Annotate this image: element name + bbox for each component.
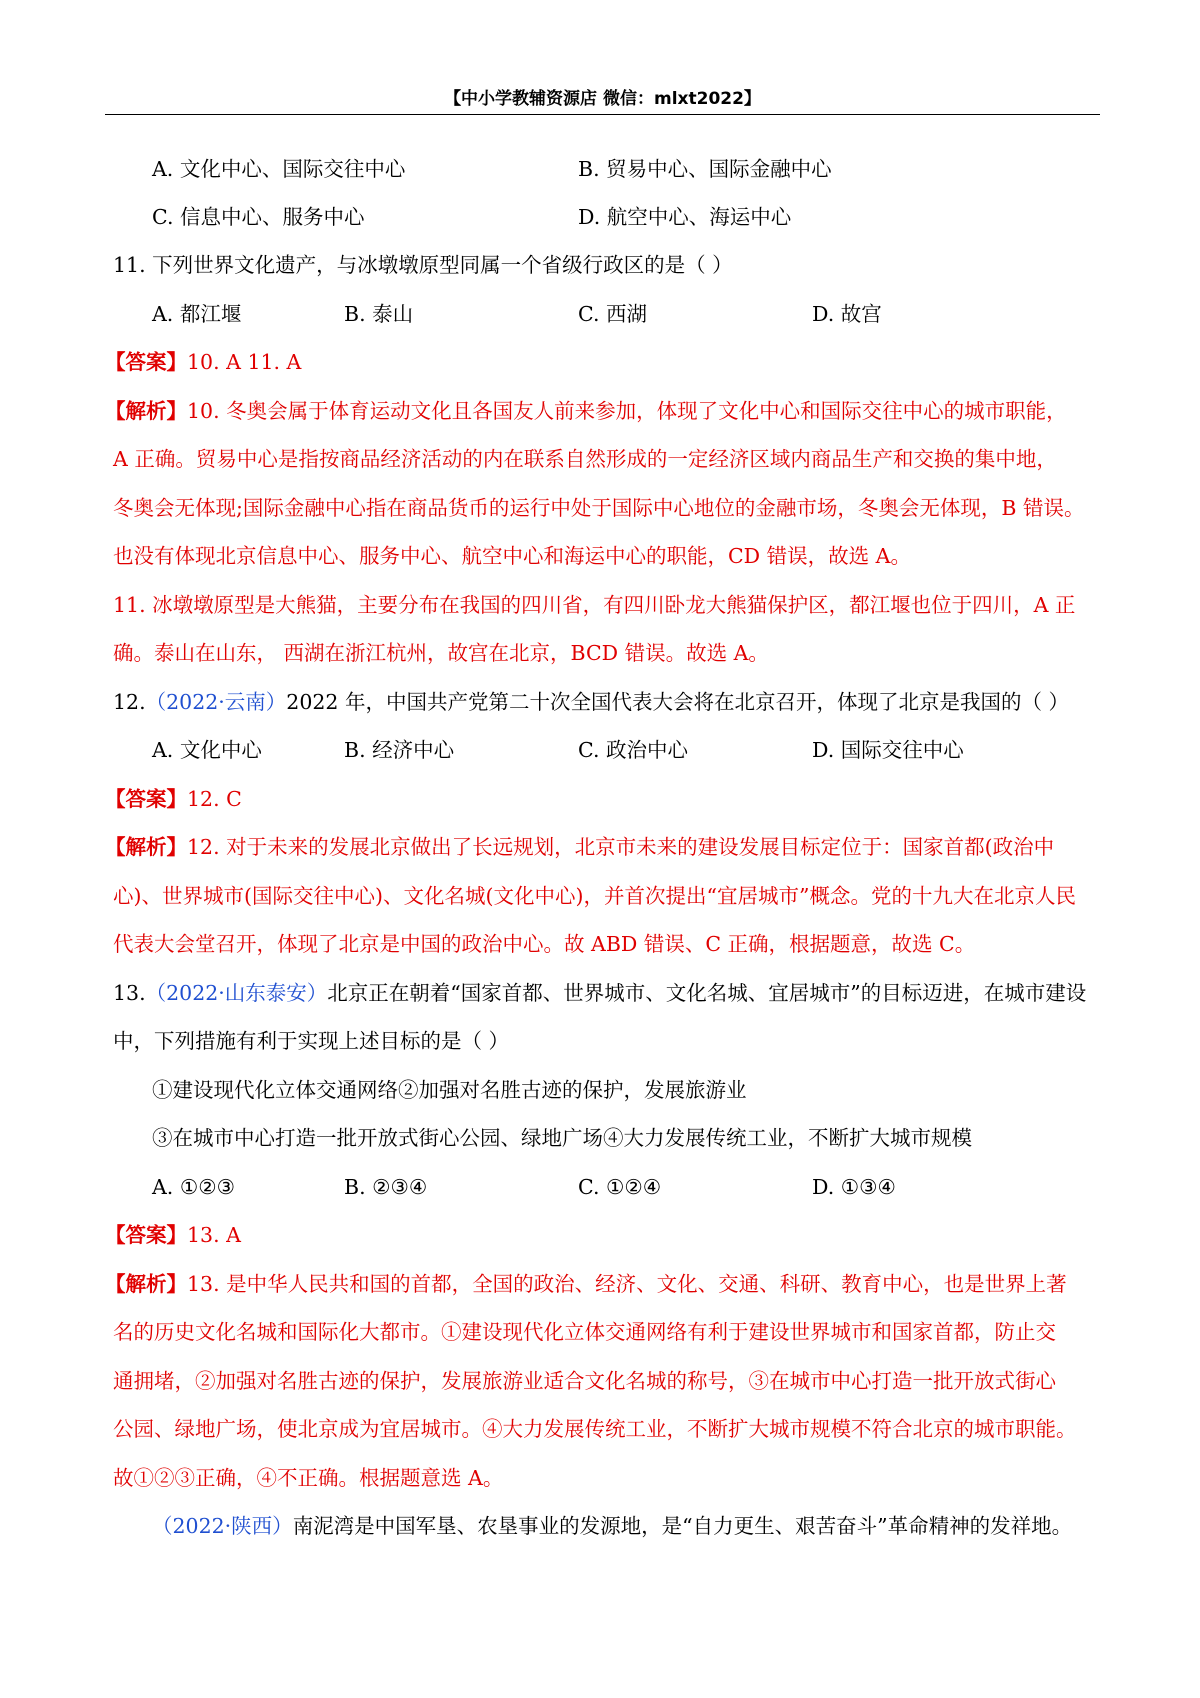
answer-13 xyxy=(105,1221,241,1249)
q12-source: （2022·云南） xyxy=(145,690,287,714)
q10-option-c: C. 信息中心、服务中心 xyxy=(152,205,365,229)
answer-12 xyxy=(105,785,242,813)
q14-text: 南泥湾是中国军垦、农垦事业的发源地，是“自力更生、艰苦奋斗”革命精神的发祥地。 xyxy=(292,1514,1073,1538)
header-divider xyxy=(105,114,1100,115)
q12-option-c: C. 政治中心 xyxy=(578,738,688,762)
answer-text: 12. C xyxy=(187,787,242,811)
q11-stem: 11. 下列世界文化遗产，与冰墩墩原型同属一个省级行政区的是（ ） xyxy=(113,253,733,277)
q13-option-b: B. ②③④ xyxy=(344,1175,428,1199)
answer-text: 13. A xyxy=(187,1223,241,1247)
q10-option-b: B. 贸易中心、国际金融中心 xyxy=(578,157,832,181)
q13-stem-line-2: 中，下列措施有利于实现上述目标的是（ ） xyxy=(113,1029,510,1053)
q12-stem xyxy=(113,688,1069,716)
q11-option-d: D. 故宫 xyxy=(812,302,882,326)
analysis-12-line-1 xyxy=(105,833,1054,861)
q13-source: （2022·山东泰安） xyxy=(145,981,328,1005)
q12-number: 12. xyxy=(113,690,146,714)
q12-option-a: A. 文化中心 xyxy=(152,738,262,762)
q11-option-a: A. 都江堰 xyxy=(152,302,242,326)
q10-option-d: D. 航空中心、海运中心 xyxy=(578,205,792,229)
analysis-10-line-2: A 正确。贸易中心是指按商品经济活动的内在联系自然形成的一定经济区域内商品生产和交换的集中地， xyxy=(113,447,1057,471)
analysis-label: 【解析】 xyxy=(105,835,187,859)
answer-label: 【答案】 xyxy=(105,787,187,811)
q13-option-a: A. ①②③ xyxy=(152,1175,235,1199)
q12-option-b: B. 经济中心 xyxy=(344,738,455,762)
q13-option-c: C. ①②④ xyxy=(578,1175,662,1199)
page-header: 【中小学教辅资源店 微信：mlxt2022】 xyxy=(444,89,761,109)
analysis-13-line-4: 公园、绿地广场，使北京成为宜居城市。④大力发展传统工业，不断扩大城市规模不符合北京的城市职能。 xyxy=(113,1417,1077,1441)
analysis-label: 【解析】 xyxy=(105,399,187,423)
analysis-10-line-3: 冬奥会无体现;国际金融中心指在商品货币的运行中处于国际中心地位的金融市场，冬奥会无体现，B 错误。 xyxy=(113,496,1085,520)
answer-10-11 xyxy=(105,348,301,376)
analysis-11-line-1: 11. 冰墩墩原型是大熊猫，主要分布在我国的四川省，有四川卧龙大熊猫保护区，都江堰也位于四川，A 正 xyxy=(113,593,1076,617)
q12-text: 2022 年，中国共产党第二十次全国代表大会将在北京召开，体现了北京是我国的（ ） xyxy=(286,690,1069,714)
analysis-text: 10. 冬奥会属于体育运动文化且各国友人前来参加，体现了文化中心和国际交往中心的城市职能， xyxy=(187,399,1067,423)
q13-item-2: ③在城市中心打造一批开放式街心公园、绿地广场④大力发展传统工业，不断扩大城市规模 xyxy=(152,1126,972,1150)
q13-item-1: ①建设现代化立体交通网络②加强对名胜古迹的保护，发展旅游业 xyxy=(152,1078,747,1102)
q13-stem-line-1 xyxy=(113,979,1086,1007)
q12-option-d: D. 国际交往中心 xyxy=(812,738,964,762)
analysis-12-line-3: 代表大会堂召开，体现了北京是中国的政治中心。故 ABD 错误、C 正确，根据题意，故选 C。 xyxy=(113,932,976,956)
analysis-text: 12. 对于未来的发展北京做出了长远规划，北京市未来的建设发展目标定位于：国家首都(政治中 xyxy=(187,835,1055,859)
analysis-label: 【解析】 xyxy=(105,1272,187,1296)
analysis-13-line-5: 故①②③正确，④不正确。根据题意选 A。 xyxy=(113,1466,504,1490)
q11-option-b: B. 泰山 xyxy=(344,302,414,326)
q11-option-c: C. 西湖 xyxy=(578,302,647,326)
q13-number: 13. xyxy=(113,981,146,1005)
analysis-11-line-2: 确。泰山在山东， 西湖在浙江杭州，故宫在北京，BCD 错误。故选 A。 xyxy=(113,641,769,665)
analysis-text: 13. 是中华人民共和国的首都，全国的政治、经济、文化、交通、科研、教育中心，也是世界上著 xyxy=(187,1272,1067,1296)
q13-text: 北京正在朝着“国家首都、世界城市、文化名城、宜居城市”的目标迈进，在城市建设 xyxy=(327,981,1087,1005)
q10-option-a: A. 文化中心、国际交往中心 xyxy=(152,157,406,181)
q14-intro xyxy=(152,1512,1072,1540)
answer-text: 10. A 11. A xyxy=(187,350,302,374)
analysis-13-line-1 xyxy=(105,1270,1067,1298)
analysis-13-line-3: 通拥堵，②加强对名胜古迹的保护，发展旅游业适合文化名城的称号，③在城市中心打造一批开放式街心 xyxy=(113,1369,1056,1393)
answer-label: 【答案】 xyxy=(105,350,187,374)
analysis-10-line-4: 也没有体现北京信息中心、服务中心、航空中心和海运中心的职能，CD 错误，故选 A。 xyxy=(113,544,911,568)
analysis-10-line-1 xyxy=(105,397,1067,425)
answer-label: 【答案】 xyxy=(105,1223,187,1247)
q14-source: （2022·陕西） xyxy=(152,1514,293,1538)
analysis-12-line-2: 心)、世界城市(国际交往中心)、文化名城(文化中心)，并首次提出“宜居城市”概念。党的十九大在北京人民 xyxy=(113,884,1076,908)
q13-option-d: D. ①③④ xyxy=(812,1175,896,1199)
analysis-13-line-2: 名的历史文化名城和国际化大都市。①建设现代化立体交通网络有利于建设世界城市和国家首都，防止交 xyxy=(113,1320,1056,1344)
